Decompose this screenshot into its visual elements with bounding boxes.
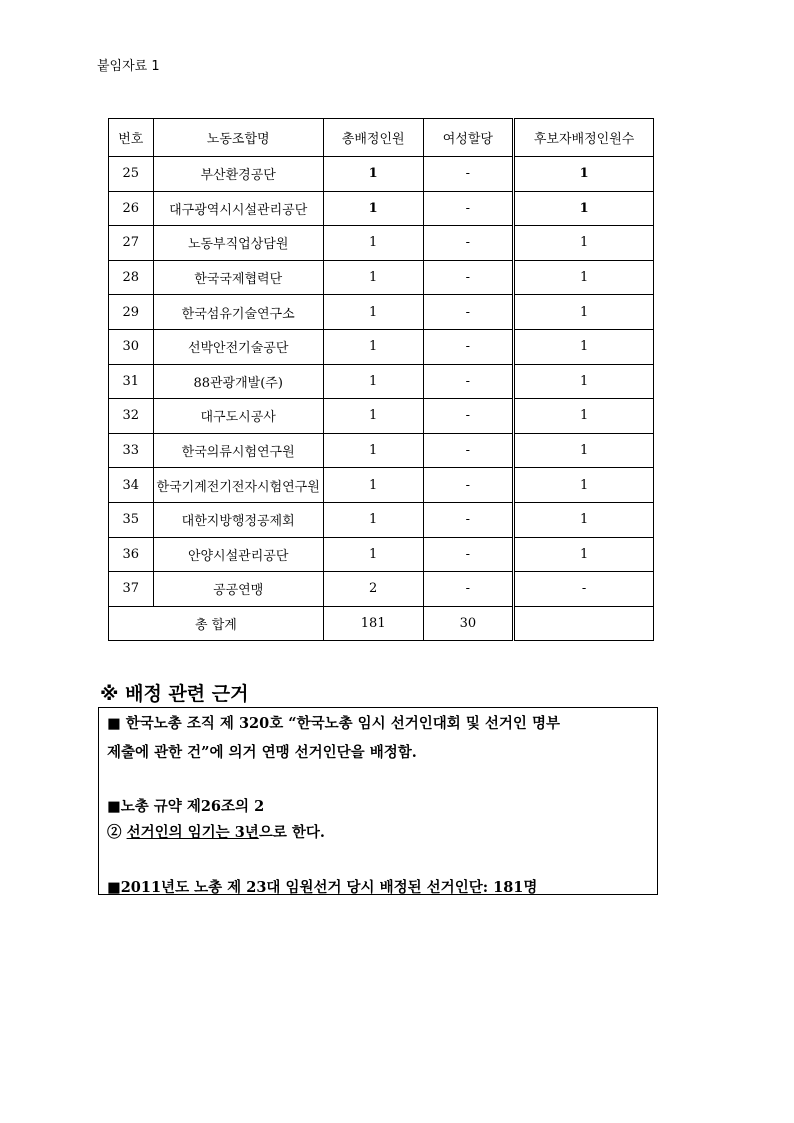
candidate-allocation-cell: 1 — [514, 226, 654, 261]
women-quota-cell: - — [423, 295, 514, 330]
candidate-allocation-cell: 1 — [514, 399, 654, 434]
row-number-cell: 33 — [109, 433, 154, 468]
table-row — [109, 468, 654, 503]
women-quota-cell: - — [423, 399, 514, 434]
table-header-row — [109, 119, 654, 157]
total-allocation-cell: 1 — [323, 329, 423, 364]
candidate-allocation-cell: 1 — [514, 157, 654, 192]
total-allocation-cell: 1 — [323, 226, 423, 261]
candidate-allocation-cell: 1 — [514, 260, 654, 295]
candidate-allocation-sum — [514, 606, 654, 641]
total-allocation-cell: 1 — [323, 433, 423, 468]
total-allocation-cell: 1 — [323, 468, 423, 503]
table-row — [109, 433, 654, 468]
row-number-cell: 28 — [109, 260, 154, 295]
term-underlined: 선거인의 임기는 3년 — [126, 824, 259, 841]
table-row — [109, 329, 654, 364]
basis-box — [98, 707, 658, 895]
union-name-cell: 한국의류시험연구원 — [153, 433, 323, 468]
row-number-cell: 36 — [109, 537, 154, 572]
candidate-allocation-cell: - — [514, 572, 654, 607]
row-number-cell: 34 — [109, 468, 154, 503]
table-row — [109, 537, 654, 572]
total-label: 총 합계 — [109, 606, 324, 641]
basis-line-2: 제출에 관한 건”에 의거 연맹 선거인단을 배정함. — [107, 744, 417, 761]
col-header-total-allocation: 총배정인원 — [323, 119, 423, 157]
union-name-cell: 한국기계전기전자시험연구원 — [153, 468, 323, 503]
candidate-allocation-cell: 1 — [514, 364, 654, 399]
row-number-cell: 31 — [109, 364, 154, 399]
candidate-allocation-cell: 1 — [514, 295, 654, 330]
total-allocation-cell: 1 — [323, 260, 423, 295]
union-name-cell: 대한지방행정공제회 — [153, 502, 323, 537]
row-number-cell: 32 — [109, 399, 154, 434]
table-row — [109, 572, 654, 607]
col-header-women-quota: 여성할당 — [423, 119, 514, 157]
row-number-cell: 29 — [109, 295, 154, 330]
union-name-cell: 88관광개발(주) — [153, 364, 323, 399]
union-name-cell: 공공연맹 — [153, 572, 323, 607]
women-quota-sum: 30 — [423, 606, 514, 641]
table-row — [109, 399, 654, 434]
candidate-allocation-cell: 1 — [514, 468, 654, 503]
total-allocation-cell: 1 — [323, 399, 423, 434]
union-name-cell: 한국국제협력단 — [153, 260, 323, 295]
basis-line-3: ■노총 규약 제26조의 2 — [107, 798, 265, 815]
total-allocation-cell: 1 — [323, 295, 423, 330]
women-quota-cell: - — [423, 433, 514, 468]
allocation-table — [108, 118, 654, 641]
total-allocation-cell: 1 — [323, 364, 423, 399]
col-header-union-name: 노동조합명 — [153, 119, 323, 157]
women-quota-cell: - — [423, 157, 514, 192]
total-allocation-cell: 1 — [323, 502, 423, 537]
union-name-cell: 부산환경공단 — [153, 157, 323, 192]
union-name-cell: 대구광역시시설관리공단 — [153, 191, 323, 226]
union-name-cell: 대구도시공사 — [153, 399, 323, 434]
candidate-allocation-cell: 1 — [514, 537, 654, 572]
women-quota-cell: - — [423, 468, 514, 503]
section-title: ※ 배정 관련 근거 — [100, 683, 249, 705]
term-suffix: 으로 한다. — [258, 824, 325, 841]
union-name-cell: 선박안전기술공단 — [153, 329, 323, 364]
row-number-cell: 27 — [109, 226, 154, 261]
table-body — [109, 157, 654, 607]
union-name-cell: 노동부직업상담원 — [153, 226, 323, 261]
table-row — [109, 295, 654, 330]
total-allocation-cell: 1 — [323, 537, 423, 572]
women-quota-cell: - — [423, 364, 514, 399]
women-quota-cell: - — [423, 329, 514, 364]
women-quota-cell: - — [423, 191, 514, 226]
basis-line-1: ■ 한국노총 조직 제 320호 “한국노총 임시 선거인대회 및 선거인 명부 — [107, 715, 560, 732]
attachment-label: 붙임자료 1 — [97, 59, 160, 74]
row-number-cell: 25 — [109, 157, 154, 192]
candidate-allocation-cell: 1 — [514, 191, 654, 226]
col-header-candidate-allocation: 후보자배정인원수 — [514, 119, 654, 157]
candidate-allocation-cell: 1 — [514, 329, 654, 364]
total-allocation-cell: 1 — [323, 191, 423, 226]
women-quota-cell: - — [423, 260, 514, 295]
union-name-cell: 한국섬유기술연구소 — [153, 295, 323, 330]
table-row — [109, 157, 654, 192]
table-row — [109, 191, 654, 226]
col-header-number: 번호 — [109, 119, 154, 157]
basis-line-5: ■2011년도 노총 제 23대 임원선거 당시 배정된 선거인단: 181명 — [107, 879, 538, 896]
women-quota-cell: - — [423, 502, 514, 537]
table-row — [109, 364, 654, 399]
women-quota-cell: - — [423, 572, 514, 607]
women-quota-cell: - — [423, 537, 514, 572]
women-quota-cell: - — [423, 226, 514, 261]
row-number-cell: 26 — [109, 191, 154, 226]
table-row — [109, 226, 654, 261]
union-name-cell: 안양시설관리공단 — [153, 537, 323, 572]
candidate-allocation-cell: 1 — [514, 502, 654, 537]
total-allocation-cell: 1 — [323, 157, 423, 192]
table-row — [109, 260, 654, 295]
table-total-row — [109, 606, 654, 641]
row-number-cell: 30 — [109, 329, 154, 364]
row-number-cell: 35 — [109, 502, 154, 537]
basis-line-4 — [107, 821, 325, 842]
total-allocation-sum: 181 — [323, 606, 423, 641]
row-number-cell: 37 — [109, 572, 154, 607]
table-row — [109, 502, 654, 537]
circled-two: ② — [107, 824, 127, 841]
total-allocation-cell: 2 — [323, 572, 423, 607]
candidate-allocation-cell: 1 — [514, 433, 654, 468]
